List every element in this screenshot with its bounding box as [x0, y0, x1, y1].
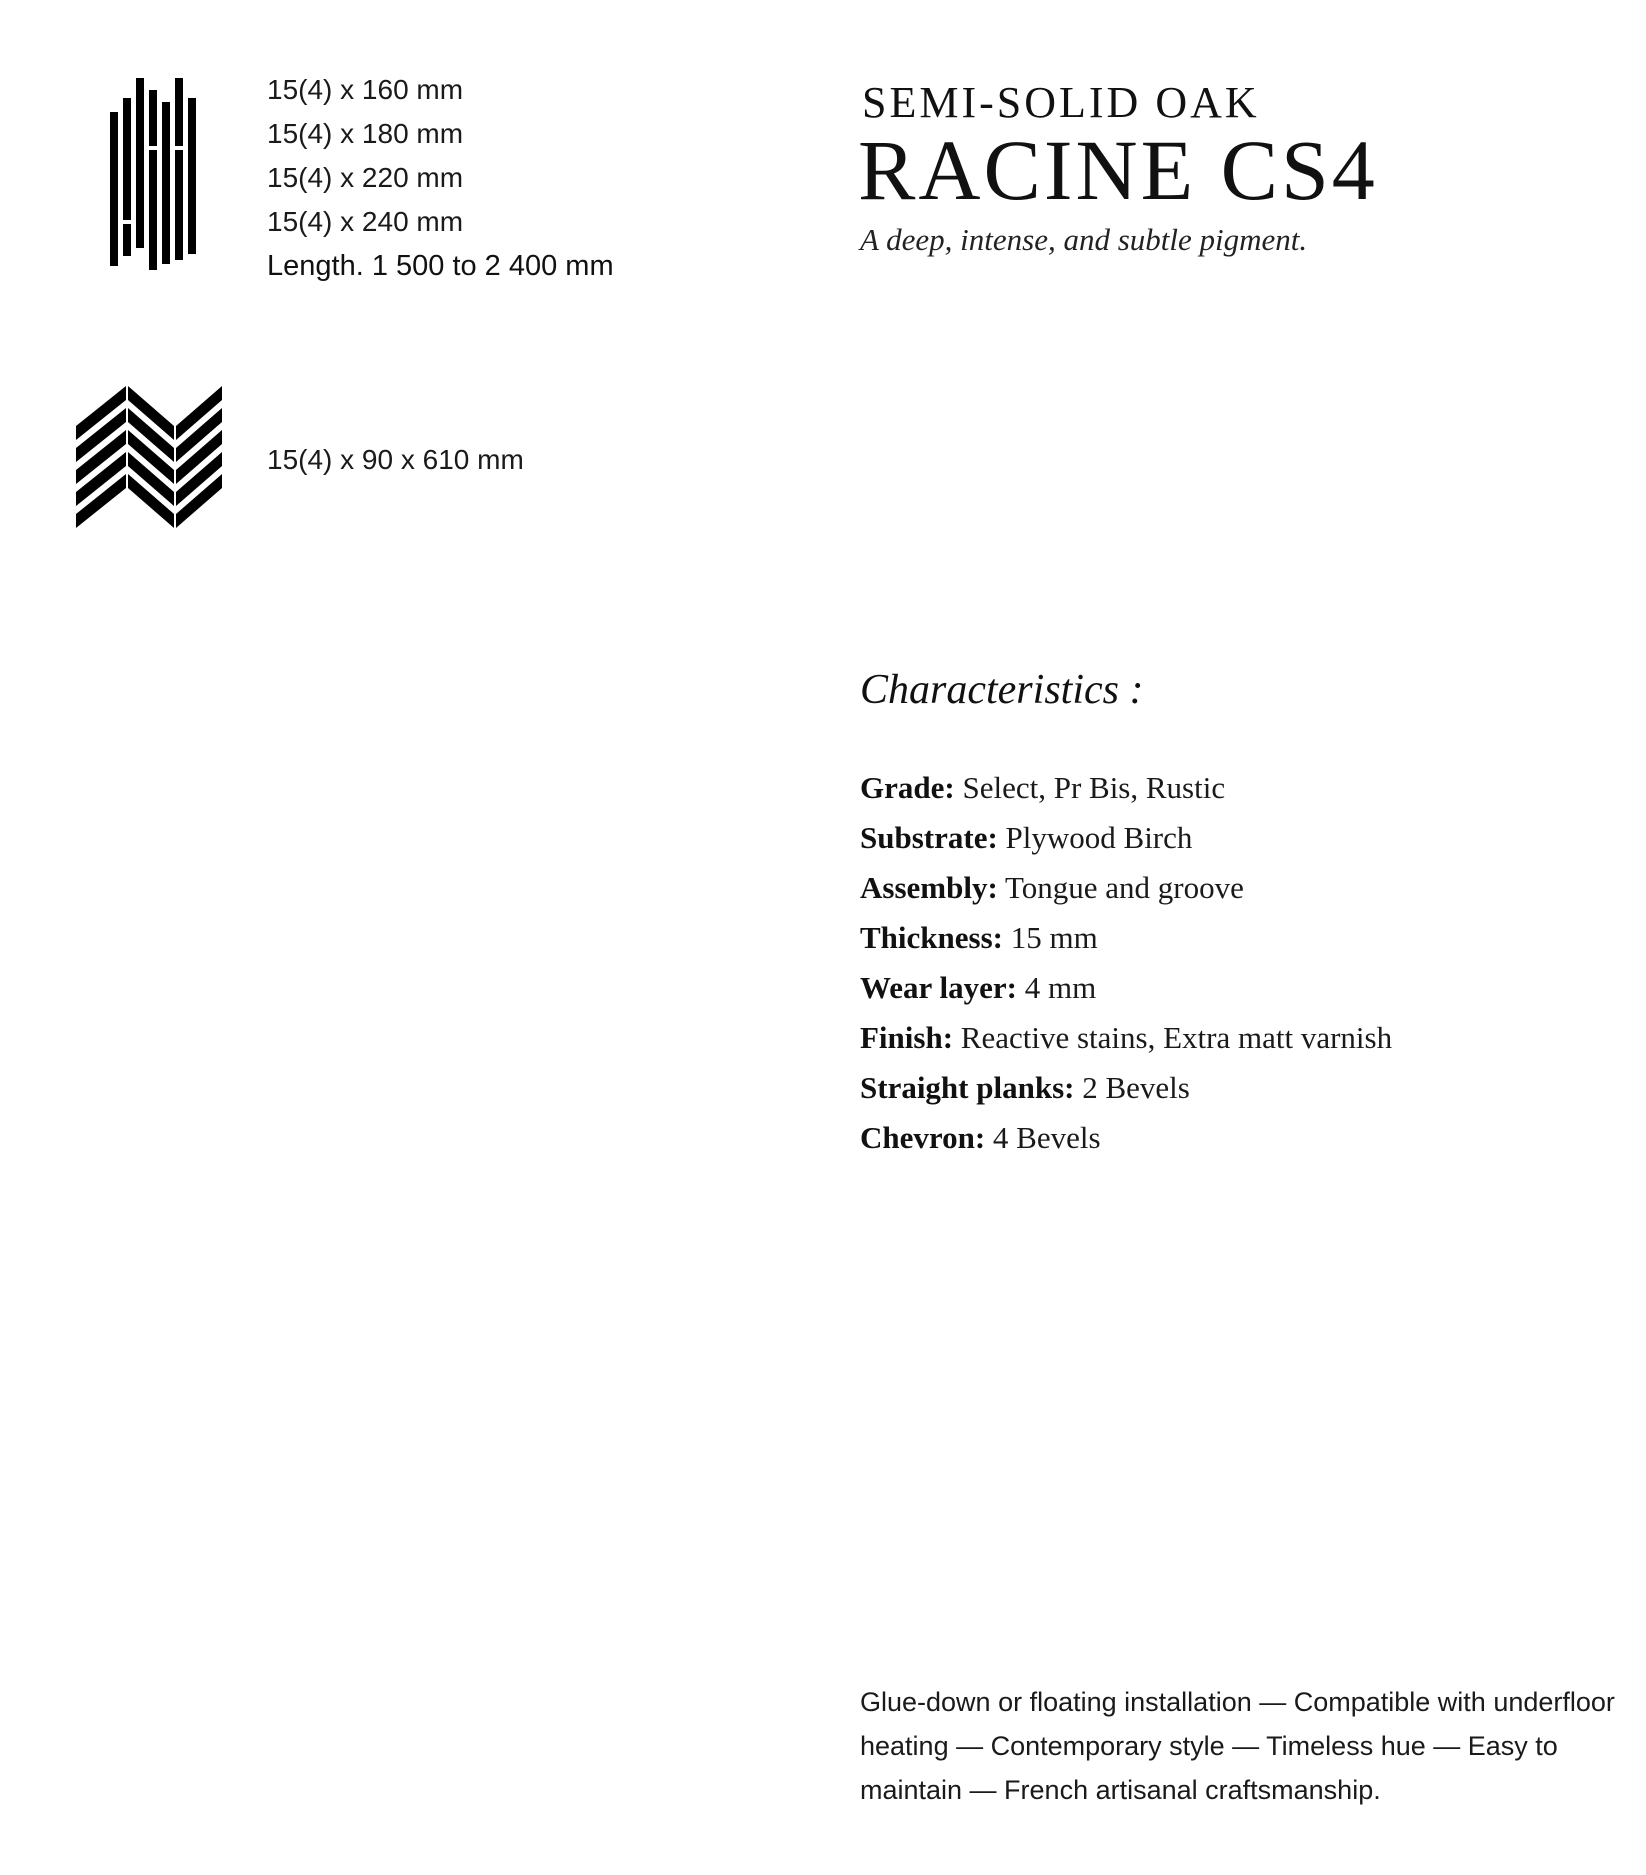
straight-planks-icon	[110, 78, 200, 270]
product-title: RACINE CS4	[858, 122, 1378, 218]
spec-value: Tongue and groove	[1004, 870, 1244, 905]
features-text: Glue-down or floating installation — Compatible with underfloor heating — Contemporary style — Timeless hue — Easy to maintain — French artisanal craftsmanship.	[860, 1687, 1615, 1805]
spec-label: Wear layer:	[860, 970, 1017, 1005]
spec-row	[860, 963, 1392, 1013]
straight-dimensions-list	[267, 68, 614, 288]
chevron-dimension: 15(4) x 90 x 610 mm	[267, 444, 524, 475]
spec-row	[860, 1113, 1392, 1163]
spec-row	[860, 913, 1392, 963]
spec-row	[860, 763, 1392, 813]
chevron-pattern-icon	[76, 386, 222, 530]
product-category: SEMI-SOLID OAK	[862, 78, 1260, 127]
spec-label: Chevron:	[860, 1120, 986, 1155]
product-tagline: A deep, intense, and subtle pigment.	[860, 222, 1308, 257]
spec-label: Substrate:	[860, 820, 998, 855]
spec-row	[860, 863, 1392, 913]
dimension-item: 15(4) x 160 mm	[267, 74, 464, 105]
spec-value: 15 mm	[1010, 920, 1098, 955]
spec-label: Finish:	[860, 1020, 954, 1055]
characteristics-heading: Characteristics :	[860, 667, 1144, 713]
spec-value: 4 Bevels	[992, 1120, 1101, 1155]
spec-label: Thickness:	[860, 920, 1003, 955]
spec-value: Reactive stains, Extra matt varnish	[960, 1020, 1393, 1055]
dimension-item: 15(4) x 180 mm	[267, 118, 464, 149]
characteristics-list	[860, 763, 1392, 1163]
spec-value: Select, Pr Bis, Rustic	[962, 770, 1226, 805]
spec-row	[860, 1013, 1392, 1063]
spec-value: 2 Bevels	[1082, 1070, 1190, 1105]
spec-label: Assembly:	[860, 870, 998, 905]
spec-value: Plywood Birch	[1005, 820, 1193, 855]
spec-row	[860, 813, 1392, 863]
spec-label: Grade:	[860, 770, 955, 805]
dimension-item: 15(4) x 240 mm	[267, 206, 464, 237]
spec-row	[860, 1063, 1392, 1113]
spec-label: Straight planks:	[860, 1070, 1075, 1105]
spec-value: 4 mm	[1024, 970, 1097, 1005]
length-range: Length. 1 500 to 2 400 mm	[267, 250, 614, 282]
dimension-item: 15(4) x 220 mm	[267, 162, 464, 193]
